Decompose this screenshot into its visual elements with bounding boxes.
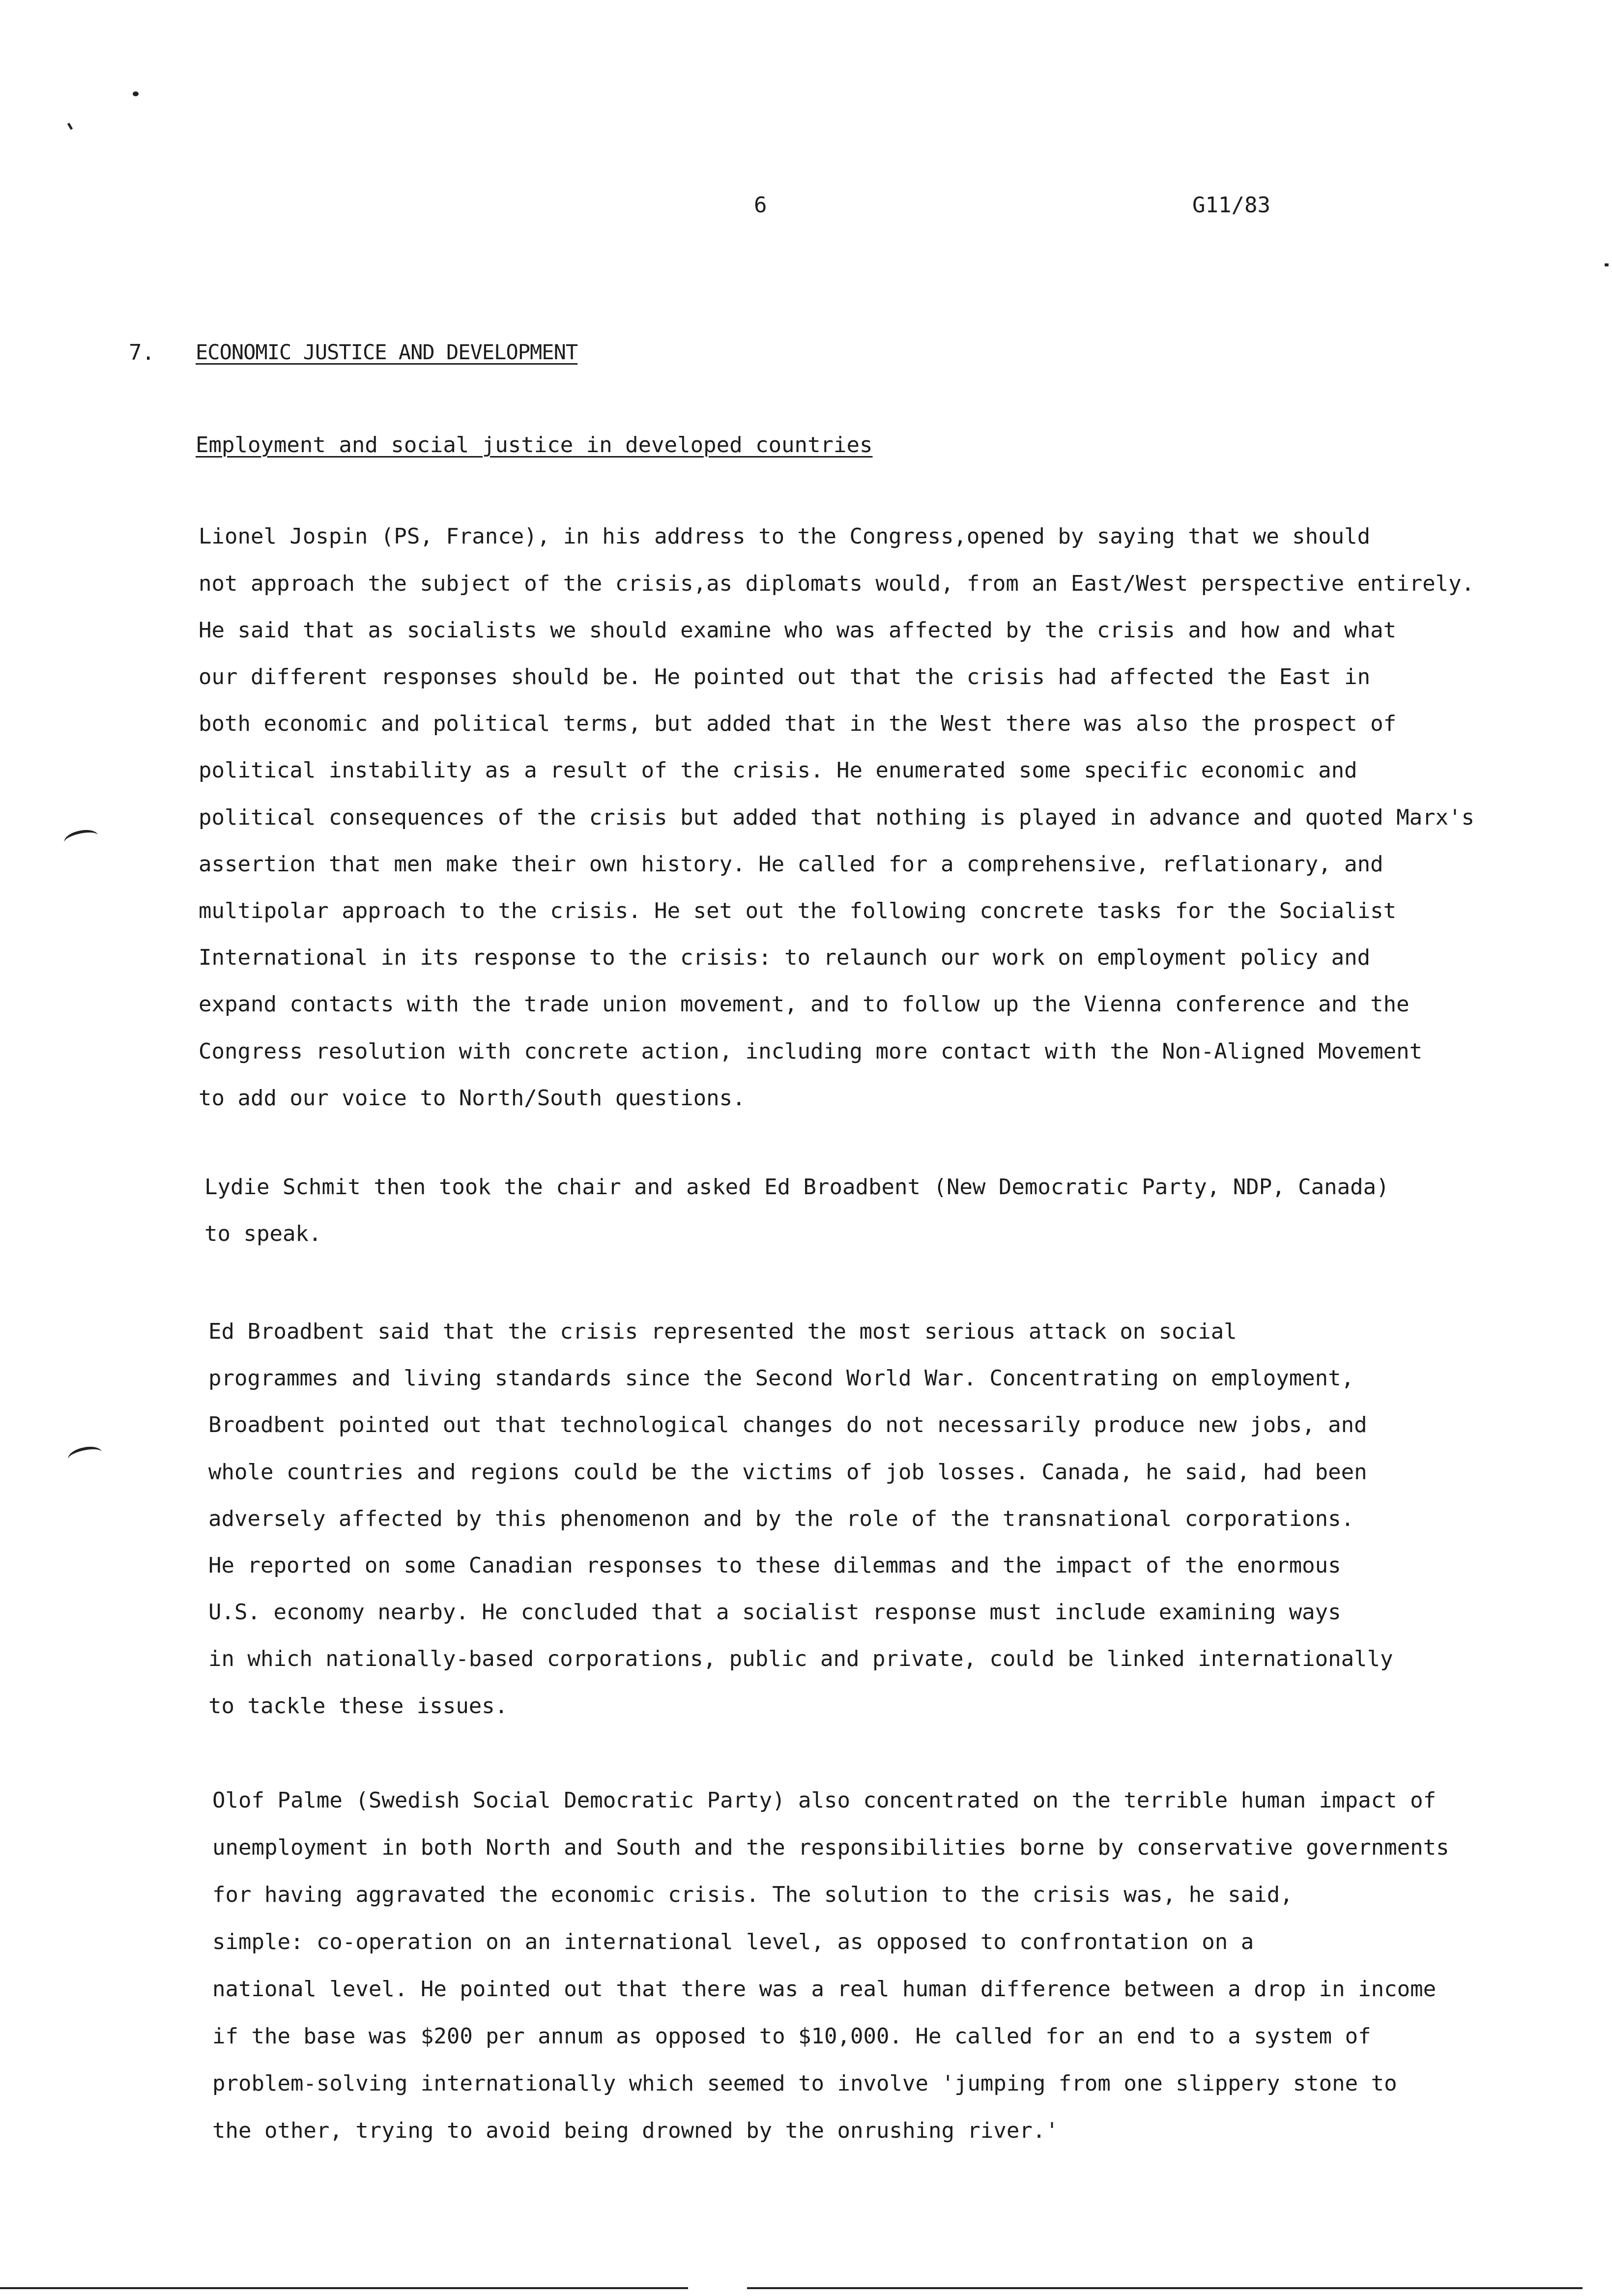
- text-line: whole countries and regions could be the victims of job losses. Canada, he said, had been: [208, 1460, 1367, 1485]
- text-line: for having aggravated the economic crisis. The solution to the crisis was, he said,: [212, 1882, 1293, 1907]
- text-line: programmes and living standards since the Second World War. Concentrating on employment,: [208, 1366, 1354, 1391]
- text-line: the other, trying to avoid being drowned by the onrushing river.': [212, 2118, 1059, 2143]
- bottom-edge-line: [747, 2287, 1583, 2289]
- text-line: simple: co-operation on an international level, as opposed to confrontation on a: [212, 1929, 1254, 1954]
- text-line: problem-solving internationally which seemed to involve 'jumping from one slippery stone to: [212, 2071, 1397, 2096]
- text-line: to speak.: [204, 1221, 322, 1246]
- text-line: to add our voice to North/South questions.: [199, 1086, 746, 1111]
- text-line: if the base was $200 per annum as opposed to $10,000. He called for an end to a system of: [212, 2024, 1371, 2049]
- text-line: multipolar approach to the crisis. He set out the following concrete tasks for the Socialist: [199, 898, 1397, 923]
- text-line: political instability as a result of the crisis. He enumerated some specific economic and: [199, 758, 1357, 783]
- text-line: not approach the subject of the crisis,as diplomats would, from an East/West perspective entirely.: [199, 571, 1475, 596]
- text-line: Broadbent pointed out that technological changes do not necessarily produce new jobs, and: [208, 1412, 1367, 1437]
- text-line: to tackle these issues.: [208, 1693, 508, 1719]
- text-line: He reported on some Canadian responses to these dilemmas and the impact of the enormous: [208, 1553, 1341, 1578]
- text-line: Ed Broadbent said that the crisis represented the most serious attack on social: [208, 1319, 1237, 1344]
- text-line: assertion that men make their own history. He called for a comprehensive, reflationary, and: [199, 852, 1383, 877]
- subheading: Employment and social justice in developed countries: [196, 432, 873, 458]
- text-line: adversely affected by this phenomenon and by the role of the transnational corporations.: [208, 1506, 1354, 1531]
- text-line: our different responses should be. He pointed out that the crisis had affected the East in: [199, 664, 1371, 689]
- text-line: in which nationally-based corporations, public and private, could be linked internationally: [208, 1646, 1393, 1671]
- bottom-edge-line: [0, 2287, 688, 2289]
- section-title: ECONOMIC JUSTICE AND DEVELOPMENT: [196, 340, 578, 364]
- punch-hole-mark: [66, 1444, 104, 1467]
- scan-speck: [133, 91, 139, 96]
- text-line: U.S. economy nearby. He concluded that a socialist response must include examining ways: [208, 1600, 1341, 1625]
- text-line: Lionel Jospin (PS, France), in his address to the Congress,opened by saying that we should: [199, 524, 1371, 549]
- text-line: national level. He pointed out that there was a real human difference between a drop in income: [212, 1977, 1437, 2002]
- page-number: 6: [754, 193, 767, 218]
- text-line: political consequences of the crisis but added that nothing is played in advance and quoted Marx's: [199, 805, 1475, 830]
- text-line: Lydie Schmit then took the chair and asked Ed Broadbent (New Democratic Party, NDP, Canada): [204, 1175, 1389, 1200]
- section-number: 7.: [129, 340, 155, 365]
- text-line: He said that as socialists we should examine who was affected by the crisis and how and what: [199, 618, 1397, 643]
- text-line: International in its response to the crisis: to relaunch our work on employment policy and: [199, 945, 1371, 970]
- text-line: expand contacts with the trade union movement, and to follow up the Vienna conference and the: [199, 992, 1410, 1017]
- text-line: unemployment in both North and South and the responsibilities borne by conservative governments: [212, 1835, 1449, 1860]
- scan-speck: [67, 123, 73, 130]
- text-line: Congress resolution with concrete action, including more contact with the Non-Aligned Movement: [199, 1039, 1423, 1064]
- scan-speck: [1605, 263, 1609, 266]
- punch-hole-mark: [62, 827, 100, 851]
- document-reference: G11/83: [1192, 193, 1270, 218]
- text-line: Olof Palme (Swedish Social Democratic Party) also concentrated on the terrible human impact of: [212, 1788, 1437, 1813]
- text-line: both economic and political terms, but added that in the West there was also the prospect of: [199, 711, 1397, 736]
